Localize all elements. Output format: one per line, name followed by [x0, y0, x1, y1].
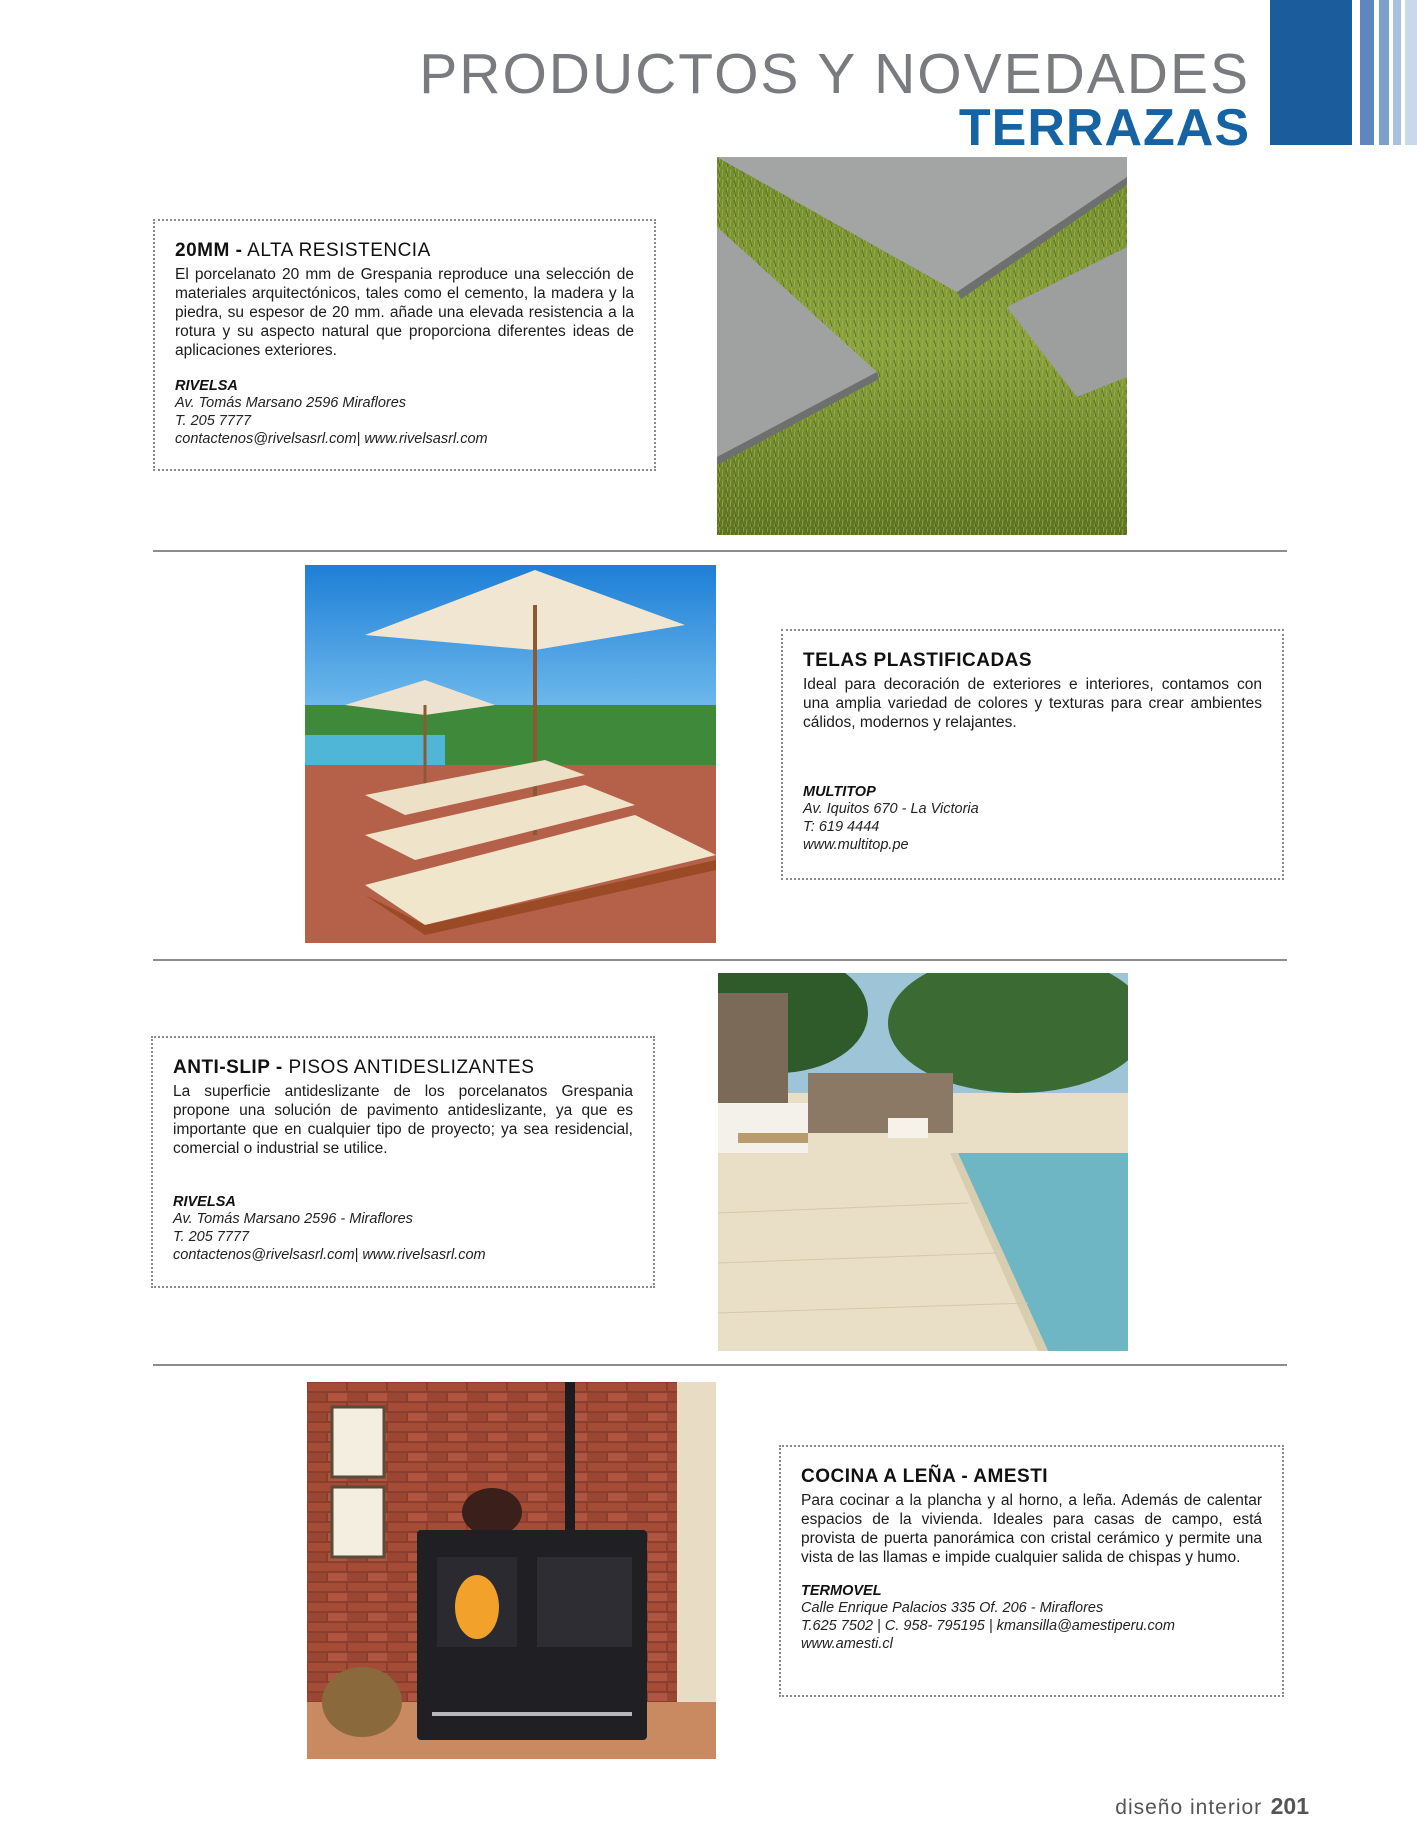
- section-divider: [153, 550, 1287, 552]
- company-address: Av. Tomás Marsano 2596 - Miraflores: [173, 1210, 413, 1227]
- company-address: Av. Iquitos 670 - La Victoria: [803, 800, 979, 817]
- magazine-name: diseño interior: [1115, 1796, 1263, 1819]
- product-box-telas: [781, 629, 1284, 880]
- company-name: MULTITOP: [803, 783, 876, 800]
- page-section-title: TERRAZAS: [958, 99, 1250, 157]
- product-description: El porcelanato 20 mm de Grespania reproduce una selección de materiales arquitectónicos, tales como el cemento, la madera y la piedra, su espesor de 20 mm. añade una elevada resistencia a la rotura y su aspecto natural que proporciona diferentes ideas de aplicaciones exteriores.: [175, 265, 634, 359]
- product-title: TELAS PLASTIFICADAS: [803, 650, 1033, 671]
- pool-deck-photo: [718, 973, 1128, 1351]
- header-color-bars: [1270, 0, 1417, 145]
- product-box-20mm: [153, 219, 656, 471]
- product-description: Ideal para decoración de exteriores e interiores, contamos con una amplia variedad de colores y texturas para crear ambientes cálidos, modernos y relajantes.: [803, 675, 1262, 731]
- poolside-umbrellas-photo: [305, 565, 716, 943]
- product-description: Para cocinar a la plancha y al horno, a leña. Además de calentar espacios de la vivienda. Ideales para casas de campo, está provista de puerta panorámica con cristal cerámico y permite una vista de las llamas e impide cualquier salida de chispas y humo.: [801, 1491, 1262, 1566]
- page-title: PRODUCTOS Y NOVEDADES: [419, 42, 1250, 106]
- company-name: RIVELSA: [175, 377, 238, 394]
- company-phone: T: 619 4444: [803, 818, 880, 835]
- product-box-cocina: [779, 1445, 1284, 1697]
- product-title: COCINA A LEÑA - AMESTI: [801, 1466, 1049, 1487]
- company-name: RIVELSA: [173, 1193, 236, 1210]
- grass-tiles-photo: [717, 157, 1127, 535]
- company-contact: contactenos@rivelsasrl.com| www.rivelsasrl.com: [173, 1246, 486, 1263]
- company-address: Calle Enrique Palacios 335 Of. 206 - Miraflores: [801, 1599, 1104, 1616]
- company-phone: T. 205 7777: [173, 1228, 250, 1245]
- company-contact: www.multitop.pe: [803, 836, 909, 853]
- product-title: ANTI-SLIP - PISOS ANTIDESLIZANTES: [173, 1057, 535, 1078]
- company-address: Av. Tomás Marsano 2596 Miraflores: [175, 394, 407, 411]
- product-box-anti-slip: [151, 1036, 655, 1288]
- company-phone: T. 205 7777: [175, 412, 252, 429]
- company-contact: contactenos@rivelsasrl.com| www.rivelsasrl.com: [175, 430, 488, 447]
- company-phone: T.625 7502 | C. 958- 795195 | kmansilla@amestiperu.com: [801, 1617, 1175, 1634]
- section-divider: [153, 1364, 1287, 1366]
- section-divider: [153, 959, 1287, 961]
- page-number: 201: [1270, 1793, 1309, 1819]
- company-name: TERMOVEL: [801, 1582, 882, 1599]
- product-title: 20MM - ALTA RESISTENCIA: [175, 240, 431, 261]
- product-description: La superficie antideslizante de los porcelanatos Grespania propone una solución de pavimento antideslizante, ya que es importante que en cualquier tipo de proyecto; ya sea residencial, comercial o industrial se utilice.: [173, 1082, 633, 1157]
- page-footer: [1115, 1793, 1309, 1820]
- company-contact: www.amesti.cl: [801, 1635, 893, 1652]
- wood-stove-photo: [307, 1382, 716, 1759]
